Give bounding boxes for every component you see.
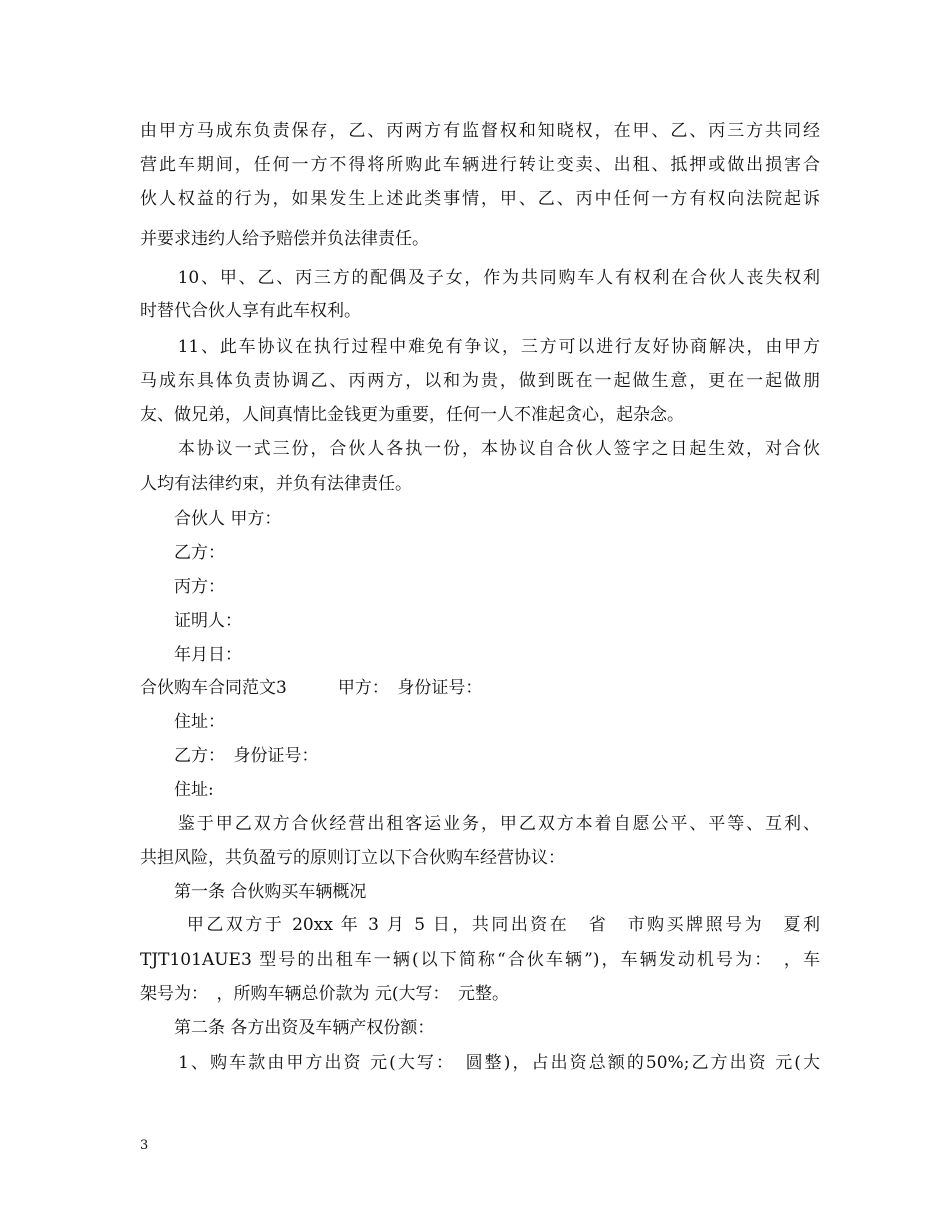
text-line: 人均有法律约束，并负有法律责任。 <box>140 474 412 494</box>
text-line: 马成东具体负责协调乙、丙两方，以和为贵，做到既在一起做生意，更在一起做朋 <box>140 371 820 391</box>
address-line: 住址: <box>140 780 214 800</box>
text-line: 1、购车款由甲方出资 元(大写： 圆整)，占出资总额的50%;乙方出资 元(大 <box>140 1053 820 1073</box>
text-line: 甲乙双方于 20xx 年 3 月 5 日，共同出资在 省 市购买牌照号为 夏利 <box>140 915 820 935</box>
text-line: 共担风险，共负盈亏的原则订立以下合伙购车经营协议： <box>140 848 565 868</box>
signature-line: 乙方： <box>140 543 225 563</box>
text-line: 由甲方马成东负责保存，乙、丙两方有监督权和知晓权，在甲、乙、丙三方共同经 <box>140 121 820 141</box>
text-line: 11、此车协议在执行过程中难免有争议，三方可以进行友好协商解决，由甲方 <box>140 337 820 357</box>
text-line: 本协议一式三份，合伙人各执一份，本协议自合伙人签字之日起生效，对合伙 <box>140 439 820 459</box>
signature-line: 丙方： <box>140 577 225 597</box>
text-line: 友、做兄弟，人间真情比金钱更为重要，任何一人不准起贪心，起杂念。 <box>140 405 684 425</box>
signature-line: 合伙人 甲方： <box>140 509 282 529</box>
text-line: 营此车期间，任何一方不得将所购此车辆进行转让变卖、出租、抵押或做出损害合 <box>140 155 820 175</box>
address-line: 住址： <box>140 712 225 732</box>
article-heading: 第二条 各方出资及车辆产权份额： <box>140 1018 435 1038</box>
text-line: 10、甲、乙、丙三方的配偶及子女，作为共同购车人有权利在合伙人丧失权利 <box>140 268 820 288</box>
article-heading: 第一条 合伙购买车辆概况 <box>140 882 367 902</box>
section-heading: 合伙购车合同范文3 甲方： 身份证号： <box>140 678 483 698</box>
text-line: 时替代合伙人享有此车权利。 <box>140 301 361 321</box>
text-line: 架号为： ，所购车辆总价款为 元(大写： 元整。 <box>140 984 510 1004</box>
text-line: 伙人权益的行为，如果发生上述此类事情，甲、乙、丙中任何一方有权向法院起诉 <box>140 189 820 209</box>
text-line: 并要求违约人给予赔偿并负法律责任。 <box>140 229 429 249</box>
signature-line: 证明人： <box>140 611 242 631</box>
text-line: TJT101AUE3 型号的出租车一辆(以下简称“合伙车辆”)，车辆发动机号为： ，车 <box>140 950 820 970</box>
text-line: 鉴于甲乙双方合伙经营出租客运业务，甲乙双方本着自愿公平、平等、互利、 <box>140 814 820 834</box>
signature-line: 年月日： <box>140 645 242 665</box>
party-line: 乙方： 身份证号： <box>140 746 319 766</box>
page-number: 3 <box>140 1138 149 1153</box>
